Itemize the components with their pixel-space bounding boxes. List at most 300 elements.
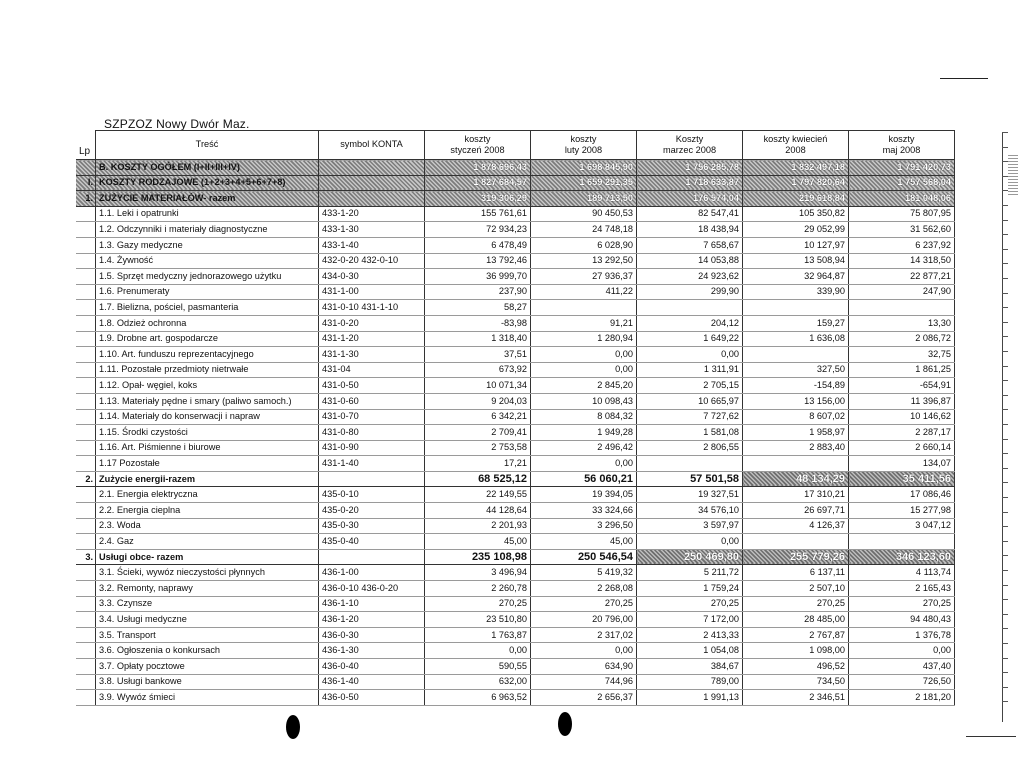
row-description: Usługi obce- razem [96,549,319,565]
row-description: KOSZTY RODZAJOWE (1+2+3+4+5+6+7+8) [96,175,319,191]
edge-tick [1002,526,1008,527]
row-description: 1.10. Art. funduszu reprezentacyjnego [96,347,319,363]
row-account: 435-0-30 [319,518,425,534]
row-account: 432-0-20 432-0-10 [319,253,425,269]
row-value-month-5: 1 757 568,04 [849,175,955,191]
edge-tick [1002,322,1008,323]
row-value-month-2: 250 546,54 [531,549,637,565]
row-value-month-4: 2 767,87 [743,627,849,643]
edge-tick [1002,555,1008,556]
row-value-month-4: 1 636,08 [743,331,849,347]
row-value-month-3: 1 054,08 [637,643,743,659]
row-value-month-4: 26 697,71 [743,503,849,519]
row-description: 2.4. Gaz [96,534,319,550]
row-number [76,518,96,534]
row-number [76,534,96,550]
table-row [76,378,955,394]
row-number: 1. [76,191,96,207]
row-number [76,425,96,441]
row-value-month-1: 2 753,58 [425,440,531,456]
row-description: 1.7. Bielizna, pościel, pasmanteria [96,300,319,316]
row-value-month-2: 33 324,66 [531,503,637,519]
row-value-month-3: 19 327,51 [637,487,743,503]
punch-hole-left [286,715,300,739]
edge-tick [1002,570,1008,571]
row-value-month-2: 90 450,53 [531,206,637,222]
row-value-month-2: 411,22 [531,284,637,300]
row-value-month-3: 1 718 633,87 [637,175,743,191]
edge-tick [1002,658,1008,659]
row-value-month-2: 2 317,02 [531,627,637,643]
row-value-month-4: 4 126,37 [743,518,849,534]
row-account: 435-0-20 [319,503,425,519]
row-value-month-3: 0,00 [637,347,743,363]
row-number [76,456,96,472]
row-value-month-5: 346 123,60 [849,549,955,565]
row-account [319,160,425,176]
row-value-month-2: 1 949,28 [531,425,637,441]
row-description: 1.15. Środki czystości [96,425,319,441]
edge-tick [1002,395,1008,396]
edge-tick [1002,628,1008,629]
table-body [76,160,955,706]
table-row [76,471,955,487]
table-row [76,191,955,207]
row-value-month-1: 0,00 [425,643,531,659]
table-row [76,315,955,331]
row-value-month-5: 247,90 [849,284,955,300]
row-description: 3.1. Ścieki, wywóz nieczystości płynnych [96,565,319,581]
table-row [76,456,955,472]
row-value-month-4: 10 127,97 [743,237,849,253]
row-value-month-1: 45,00 [425,534,531,550]
row-value-month-4 [743,347,849,363]
table-row [76,440,955,456]
row-value-month-2: 8 084,32 [531,409,637,425]
edge-tick [1002,293,1008,294]
table-row [76,160,955,176]
row-value-month-1: 22 149,55 [425,487,531,503]
row-account: 431-0-20 [319,315,425,331]
institution-name: SZPZOZ Nowy Dwór Maz. [104,117,250,131]
row-value-month-3 [637,456,743,472]
row-value-month-2: 0,00 [531,643,637,659]
row-value-month-1: 235 108,98 [425,549,531,565]
row-value-month-1: 1 878 696,43 [425,160,531,176]
row-account: 431-1-20 [319,331,425,347]
row-value-month-5: 134,07 [849,456,955,472]
row-number: I. [76,175,96,191]
row-value-month-1: 10 071,34 [425,378,531,394]
row-value-month-3: 18 438,94 [637,222,743,238]
row-description: B. KOSZTY OGÓŁEM (I+II+III+IV) [96,160,319,176]
row-value-month-4: 496,52 [743,659,849,675]
row-account: 433-1-20 [319,206,425,222]
row-value-month-1: 2 709,41 [425,425,531,441]
row-value-month-4: 327,50 [743,362,849,378]
row-account: 433-1-30 [319,222,425,238]
row-account: 433-1-40 [319,237,425,253]
row-number [76,315,96,331]
row-description: 1.14. Materiały do konserwacji i napraw [96,409,319,425]
row-value-month-3: 2 413,33 [637,627,743,643]
row-number [76,690,96,706]
row-number: 2. [76,471,96,487]
row-value-month-5: 15 277,98 [849,503,955,519]
row-value-month-2: 45,00 [531,534,637,550]
row-number [76,487,96,503]
row-value-month-4: 270,25 [743,596,849,612]
row-number [76,222,96,238]
row-description: 1.5. Sprzęt medyczny jednorazowego użytku [96,269,319,285]
row-value-month-3: 57 501,58 [637,471,743,487]
row-value-month-5: 13,30 [849,315,955,331]
row-account: 431-0-10 431-1-10 [319,300,425,316]
row-value-month-5: 2 165,43 [849,581,955,597]
row-number [76,503,96,519]
row-value-month-4 [743,300,849,316]
table-row [76,331,955,347]
row-value-month-4: 339,90 [743,284,849,300]
row-description: 1.9. Drobne art. gospodarcze [96,331,319,347]
table-row [76,269,955,285]
lp-label: Lp [79,146,91,157]
row-value-month-5: 1 861,25 [849,362,955,378]
row-number [76,253,96,269]
edge-tick [1002,599,1008,600]
row-number [76,362,96,378]
edge-tick [1002,453,1008,454]
row-value-month-4: 32 964,87 [743,269,849,285]
row-value-month-3: 10 665,97 [637,393,743,409]
table-row [76,237,955,253]
row-value-month-2: 13 292,50 [531,253,637,269]
row-account: 431-1-00 [319,284,425,300]
row-value-month-2: 1 698 845,90 [531,160,637,176]
row-value-month-3: 82 547,41 [637,206,743,222]
table-row [76,518,955,534]
row-account: 431-0-50 [319,378,425,394]
header-month-5: koszty maj 2008 [849,131,955,160]
row-value-month-5: 0,00 [849,643,955,659]
row-value-month-2: 20 796,00 [531,612,637,628]
row-number [76,331,96,347]
edge-tick [1002,439,1008,440]
row-value-month-2: 56 060,21 [531,471,637,487]
row-value-month-1: 270,25 [425,596,531,612]
row-value-month-5: 94 480,43 [849,612,955,628]
edge-tick [1002,585,1008,586]
row-value-month-3: 299,90 [637,284,743,300]
table-row [76,222,955,238]
table-row [76,627,955,643]
row-value-month-2: 634,90 [531,659,637,675]
row-description: 3.7. Opłaty pocztowe [96,659,319,675]
row-value-month-3: 2 705,15 [637,378,743,394]
row-value-month-1: 632,00 [425,674,531,690]
table-row [76,674,955,690]
row-value-month-1: 3 496,94 [425,565,531,581]
row-value-month-3: 1 311,91 [637,362,743,378]
edge-tick [1002,424,1008,425]
row-value-month-1: 6 342,21 [425,409,531,425]
header-account: symbol KONTA [319,131,425,160]
row-value-month-5: 2 086,72 [849,331,955,347]
row-value-month-4: 2 346,51 [743,690,849,706]
table-row [76,643,955,659]
row-value-month-1: 58,27 [425,300,531,316]
row-account: 435-0-10 [319,487,425,503]
table-row [76,690,955,706]
row-value-month-5 [849,534,955,550]
row-value-month-1: -83,98 [425,315,531,331]
edge-tick [1002,307,1008,308]
table-row [76,534,955,550]
row-value-month-5: 2 181,20 [849,690,955,706]
row-value-month-1: 590,55 [425,659,531,675]
row-value-month-2: 0,00 [531,347,637,363]
row-value-month-2: 91,21 [531,315,637,331]
row-value-month-4: 48 134,29 [743,471,849,487]
row-value-month-2: 6 028,90 [531,237,637,253]
row-value-month-4: 2 883,40 [743,440,849,456]
row-value-month-1: 673,92 [425,362,531,378]
row-number [76,581,96,597]
edge-tick [1002,409,1008,410]
row-description: 1.3. Gazy medyczne [96,237,319,253]
row-account: 436-1-40 [319,674,425,690]
row-value-month-1: 17,21 [425,456,531,472]
edge-tick [1002,672,1008,673]
header-month-1: koszty styczeń 2008 [425,131,531,160]
row-value-month-1: 6 963,52 [425,690,531,706]
row-value-month-1: 6 478,49 [425,237,531,253]
row-value-month-1: 319 306,29 [425,191,531,207]
row-value-month-3: 0,00 [637,534,743,550]
row-value-month-5: 1 376,78 [849,627,955,643]
row-account: 431-0-60 [319,393,425,409]
row-number [76,612,96,628]
row-value-month-3: 789,00 [637,674,743,690]
table-row [76,581,955,597]
edge-tick [1002,614,1008,615]
row-account: 431-1-30 [319,347,425,363]
row-number [76,237,96,253]
row-value-month-2: 27 936,37 [531,269,637,285]
table-row [76,503,955,519]
row-account [319,549,425,565]
row-account: 436-1-00 [319,565,425,581]
row-value-month-3: 176 574,04 [637,191,743,207]
row-value-month-1: 9 204,03 [425,393,531,409]
row-number [76,393,96,409]
row-value-month-4: -154,89 [743,378,849,394]
edge-tick [1002,249,1008,250]
row-value-month-4: 1 832 497,18 [743,160,849,176]
row-description: 1.6. Prenumeraty [96,284,319,300]
row-number [76,206,96,222]
row-value-month-1: 72 934,23 [425,222,531,238]
row-description: 1.8. Odzież ochronna [96,315,319,331]
row-value-month-5: 437,40 [849,659,955,675]
row-value-month-3: 1 991,13 [637,690,743,706]
row-value-month-2: 24 748,18 [531,222,637,238]
row-value-month-4: 29 052,99 [743,222,849,238]
row-value-month-5: 75 807,95 [849,206,955,222]
row-account: 436-1-30 [319,643,425,659]
row-value-month-2: 744,96 [531,674,637,690]
row-value-month-4: 734,50 [743,674,849,690]
row-value-month-2: 3 296,50 [531,518,637,534]
header-num [76,131,96,160]
row-number [76,565,96,581]
row-account: 436-0-30 [319,627,425,643]
row-number [76,347,96,363]
table-row [76,393,955,409]
row-description: 2.3. Woda [96,518,319,534]
row-value-month-1: 23 510,80 [425,612,531,628]
row-value-month-1: 13 792,46 [425,253,531,269]
row-value-month-3: 14 053,88 [637,253,743,269]
edge-tick [1002,701,1008,702]
row-value-month-1: 68 525,12 [425,471,531,487]
edge-tick [1002,687,1008,688]
row-description: 1.16. Art. Piśmienne i biurowe [96,440,319,456]
edge-tick [1002,468,1008,469]
row-value-month-5: 1 791 420,73 [849,160,955,176]
punch-hole-right [558,712,572,736]
row-account: 435-0-40 [319,534,425,550]
row-value-month-2: 10 098,43 [531,393,637,409]
table-row [76,612,955,628]
row-account: 436-1-10 [319,596,425,612]
edge-tick [1002,366,1008,367]
row-value-month-3: 2 806,55 [637,440,743,456]
header-month-2: koszty luty 2008 [531,131,637,160]
row-account: 434-0-30 [319,269,425,285]
row-value-month-5: 2 287,17 [849,425,955,441]
row-account: 431-0-90 [319,440,425,456]
row-value-month-2: 2 496,42 [531,440,637,456]
row-value-month-4: 1 797 820,64 [743,175,849,191]
row-value-month-2 [531,300,637,316]
row-number [76,378,96,394]
edge-tick [1002,482,1008,483]
row-value-month-1: 2 260,78 [425,581,531,597]
row-value-month-2: 2 845,20 [531,378,637,394]
row-value-month-4: 17 310,21 [743,487,849,503]
scan-rule-top [940,78,988,79]
row-value-month-3: 1 649,22 [637,331,743,347]
row-value-month-5: 17 086,46 [849,487,955,503]
row-value-month-5: 6 237,92 [849,237,955,253]
row-value-month-4 [743,456,849,472]
row-account: 431-0-80 [319,425,425,441]
row-value-month-3: 24 923,62 [637,269,743,285]
row-value-month-5: 10 146,62 [849,409,955,425]
table-row [76,425,955,441]
row-description: 2.1. Energia elektryczna [96,487,319,503]
row-value-month-5: 726,50 [849,674,955,690]
row-value-month-4: 219 618,84 [743,191,849,207]
row-value-month-5: 14 318,50 [849,253,955,269]
edge-tick [1002,220,1008,221]
edge-tick [1002,205,1008,206]
row-value-month-4: 28 485,00 [743,612,849,628]
row-description: 3.2. Remonty, naprawy [96,581,319,597]
row-value-month-2: 0,00 [531,362,637,378]
row-value-month-3: 34 576,10 [637,503,743,519]
scan-edge-strip [1002,132,1019,722]
row-value-month-4: 6 137,11 [743,565,849,581]
row-value-month-4: 105 350,82 [743,206,849,222]
edge-tick [1002,512,1008,513]
row-number [76,440,96,456]
row-description: 1.12. Opał- węgiel, koks [96,378,319,394]
row-value-month-2: 2 268,08 [531,581,637,597]
row-value-month-5: 35 411,56 [849,471,955,487]
row-value-month-3: 1 756 285,78 [637,160,743,176]
row-number [76,643,96,659]
row-value-month-3: 1 581,08 [637,425,743,441]
row-account: 436-1-20 [319,612,425,628]
table-header-row [76,131,955,160]
row-description: 1.2. Odczynniki i materiały diagnostyczne [96,222,319,238]
row-value-month-5: 2 660,14 [849,440,955,456]
row-value-month-5: -654,91 [849,378,955,394]
header-month-3: Koszty marzec 2008 [637,131,743,160]
row-description: 3.3. Czynsze [96,596,319,612]
table-row [76,659,955,675]
row-value-month-2: 1 280,94 [531,331,637,347]
row-account: 431-04 [319,362,425,378]
row-description: 2.2. Energia cieplna [96,503,319,519]
row-number [76,269,96,285]
row-value-month-4: 1 958,97 [743,425,849,441]
edge-tick [1002,234,1008,235]
table-row [76,206,955,222]
row-value-month-5: 31 562,60 [849,222,955,238]
row-value-month-4: 1 098,00 [743,643,849,659]
row-value-month-4: 2 507,10 [743,581,849,597]
row-account [319,191,425,207]
row-account: 436-0-50 [319,690,425,706]
table-row [76,284,955,300]
row-value-month-3: 3 597,97 [637,518,743,534]
row-description: 1.11. Pozostałe przedmioty nietrwałe [96,362,319,378]
row-description: 3.4. Usługi medyczne [96,612,319,628]
cost-table [76,130,955,706]
row-description: 3.6. Ogłoszenia o konkursach [96,643,319,659]
row-value-month-3: 250 469,80 [637,549,743,565]
row-value-month-5: 3 047,12 [849,518,955,534]
row-value-month-3: 7 172,00 [637,612,743,628]
row-value-month-5: 22 877,21 [849,269,955,285]
row-value-month-2: 5 419,32 [531,565,637,581]
row-value-month-1: 1 827 684,57 [425,175,531,191]
row-value-month-1: 1 318,40 [425,331,531,347]
table-row [76,253,955,269]
header-name: Treść [96,131,319,160]
row-description: 1.4. Żywność [96,253,319,269]
row-account: 436-0-10 436-0-20 [319,581,425,597]
row-value-month-3: 7 727,62 [637,409,743,425]
row-value-month-2: 2 656,37 [531,690,637,706]
row-value-month-3: 7 658,67 [637,237,743,253]
row-description: 1.17 Pozostałe [96,456,319,472]
edge-tick [1002,497,1008,498]
row-value-month-2: 0,00 [531,456,637,472]
